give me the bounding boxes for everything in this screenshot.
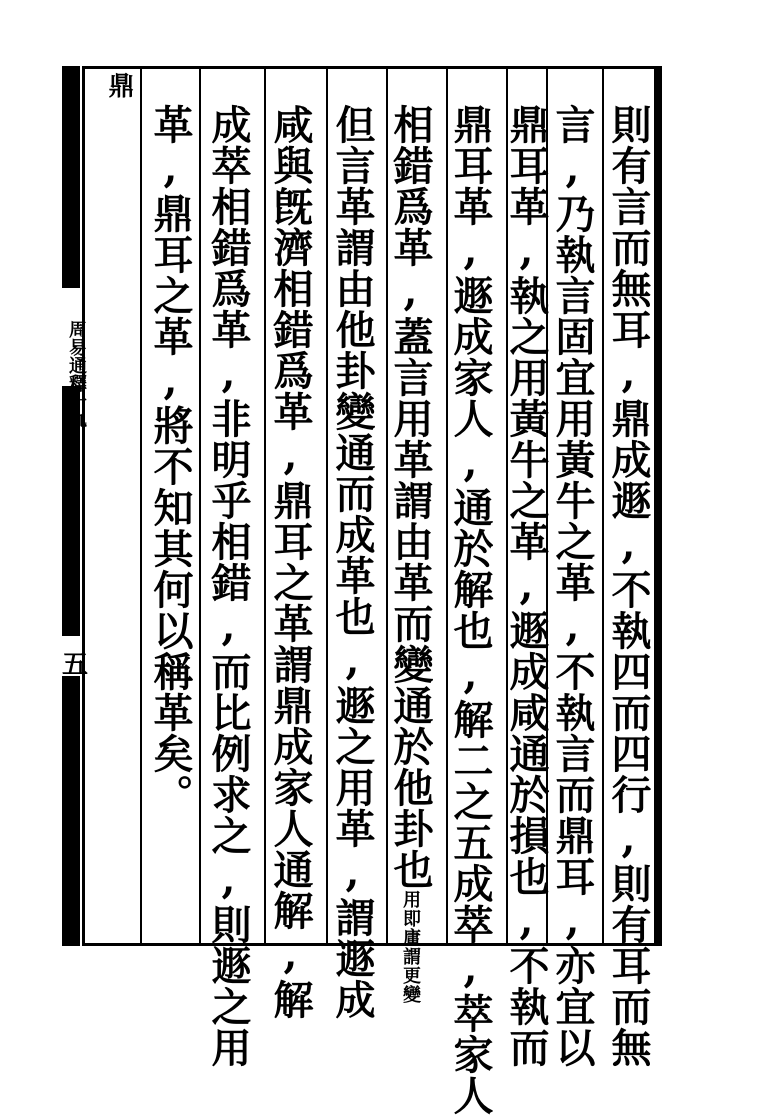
text-column-4: 鼎耳革,遯成家人,通於解也,解二之五成萃,萃家人	[447, 104, 494, 1116]
text-column-8: 成萃相錯爲革,非明乎相錯,而比例求之,則遯之用	[205, 104, 252, 1068]
text-column-3: 鼎耳革,執之用黃牛之革,遯成咸通於損也,不執而	[503, 104, 550, 1068]
text-column-5	[386, 104, 434, 1004]
text-column-7: 咸與旣濟相錯爲革,鼎耳之革謂鼎成家人通解,解	[267, 104, 314, 1020]
text-column-6: 但言革謂由他卦變通而成革也,遯之用革,謂遯成	[329, 104, 376, 1020]
frame-right-border	[654, 66, 662, 946]
text-column-2: 言,乃執言固宜用黃牛之革,不執言而鼎耳,亦宜以	[549, 104, 596, 1068]
margin-title: 周易通釋十九	[66, 320, 87, 428]
column-rule	[199, 66, 201, 946]
margin-page-number: 五	[62, 650, 89, 680]
binding-margin	[62, 66, 80, 946]
chapter-label: 鼎	[104, 72, 134, 98]
column-rule	[140, 66, 142, 946]
interlinear-note: 用即庸謂更變	[400, 890, 421, 1004]
text-column-1: 則有言而無耳,鼎成遯,不執四而四行,則有耳而無	[605, 104, 652, 1068]
text-column-5-main: 相錯爲革,蓋言用革謂由革而變通於他卦也	[387, 104, 434, 890]
text-column-9: 革,鼎耳之革,將不知其何以稱革矣。	[147, 104, 194, 815]
